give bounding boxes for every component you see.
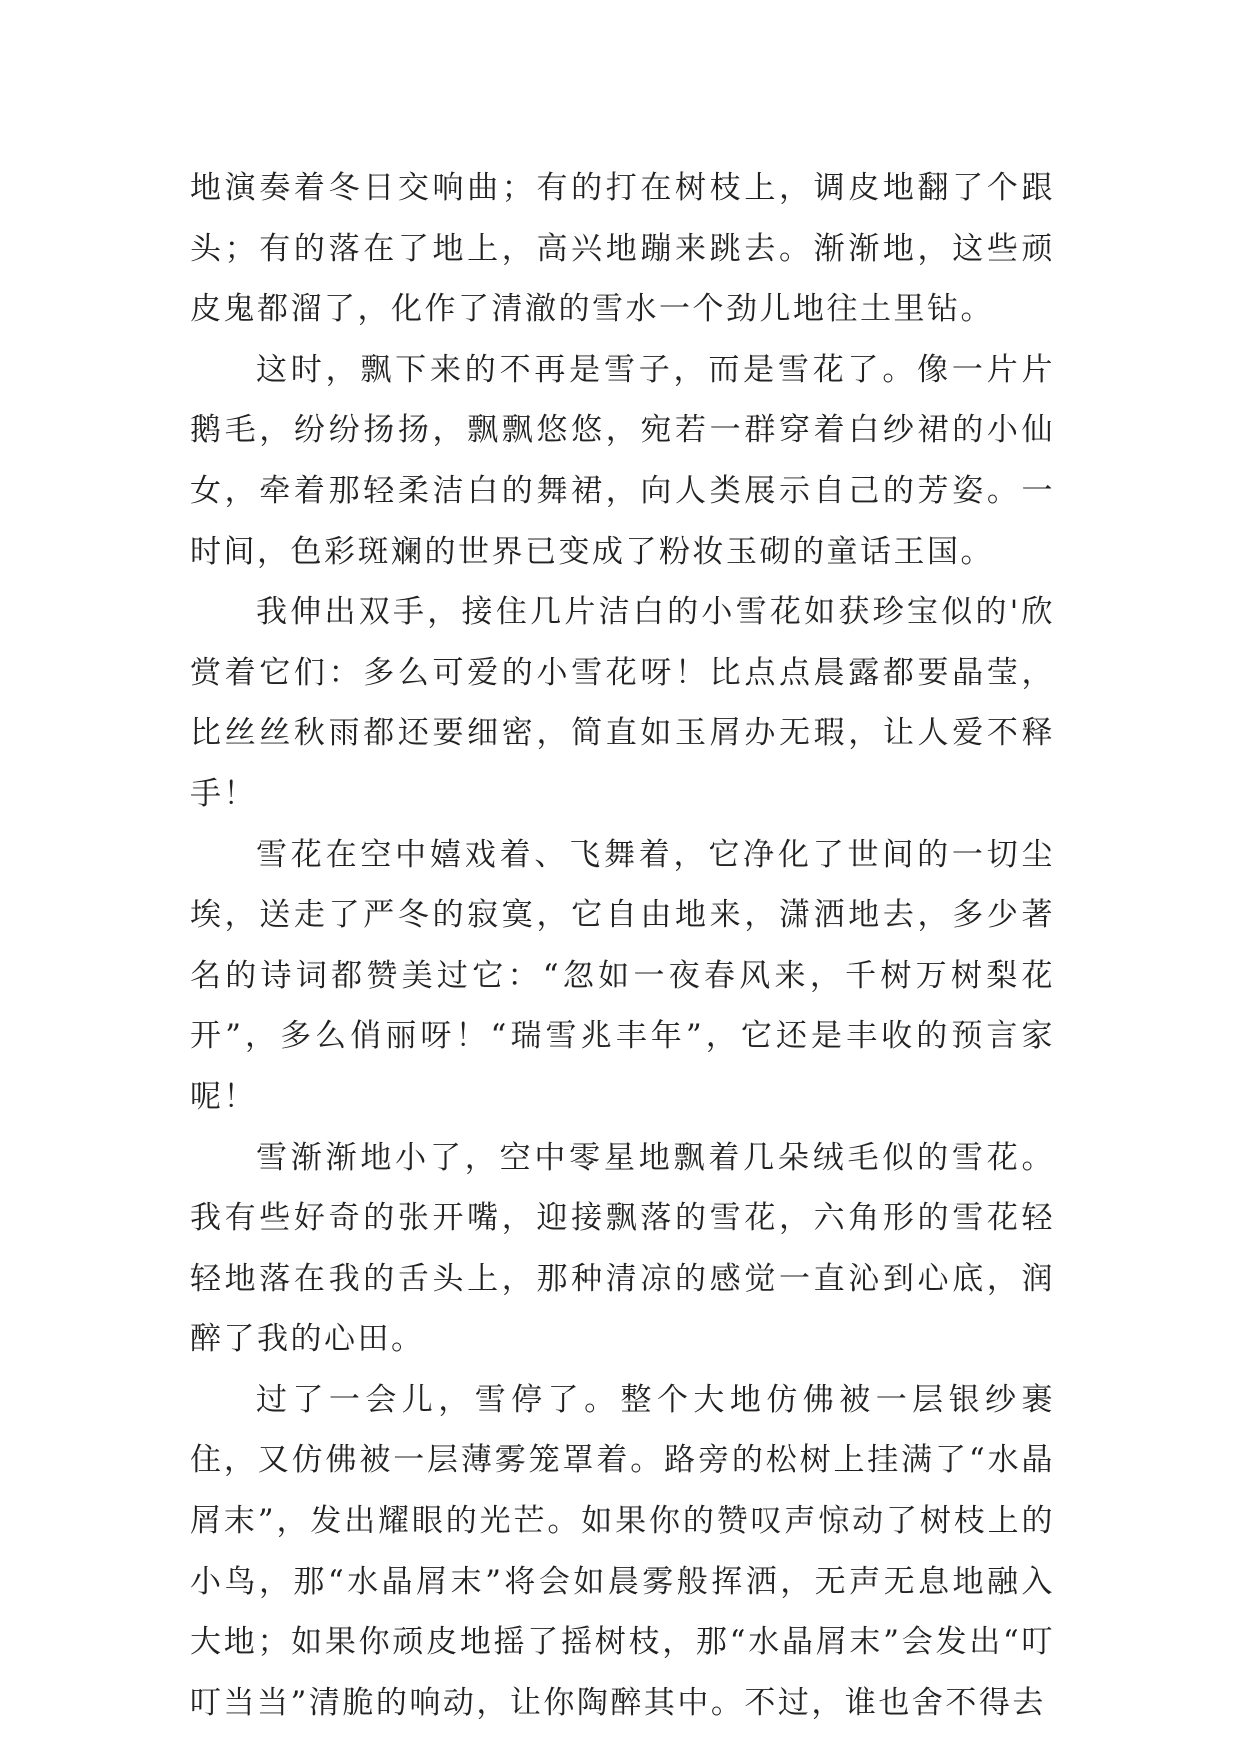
paragraph-1: 地演奏着冬日交响曲；有的打在树枝上，调皮地翻了个跟头；有的落在了地上，高兴地蹦来跳去。渐渐地，这些顽皮鬼都溜了，化作了清澈的雪水一个劲儿地往土里钻。 [190,170,1055,328]
paragraph-6: 过了一会儿，雪停了。整个大地仿佛被一层银纱裹住，又仿佛被一层薄雾笼罩着。路旁的松树上挂满了“水晶屑末”，发出耀眼的光芒。如果你的赞叹声惊动了树枝上的小鸟，那“水晶屑末”将会如晨雾般挥洒，无声无息地融入大地；如果你顽皮地摇了摇树枝，那“水晶屑末”会发出“叮叮当当”清脆的响动，让你陶醉其中。不过，谁也舍不得去 [190,1381,1055,1721]
paragraph-3: 我伸出双手，接住几片洁白的小雪花如获珍宝似的'欣赏着它们：多么可爱的小雪花呀！比点点晨露都要晶莹，比丝丝秋雨都还要细密，简直如玉屑办无瑕，让人爱不释手！ [190,594,1055,812]
paragraph-4: 雪花在空中嬉戏着、飞舞着，它净化了世间的一切尘埃，送走了严冬的寂寞，它自由地来，潇洒地去，多少著名的诗词都赞美过它：“忽如一夜春风来，千树万树梨花开”，多么俏丽呀！“瑞雪兆丰年”，它还是丰收的预言家呢！ [190,836,1055,1115]
document-body [190,158,1055,1733]
paragraph-2: 这时，飘下来的不再是雪子，而是雪花了。像一片片鹅毛，纷纷扬扬，飘飘悠悠，宛若一群穿着白纱裙的小仙女，牵着那轻柔洁白的舞裙，向人类展示自己的芳姿。一时间，色彩斑斓的世界已变成了粉妆玉砌的童话王国。 [190,351,1055,570]
paragraph-5: 雪渐渐地小了，空中零星地飘着几朵绒毛似的雪花。我有些好奇的张开嘴，迎接飘落的雪花，六角形的雪花轻轻地落在我的舌头上，那种清凉的感觉一直沁到心底，润醉了我的心田。 [190,1139,1055,1358]
